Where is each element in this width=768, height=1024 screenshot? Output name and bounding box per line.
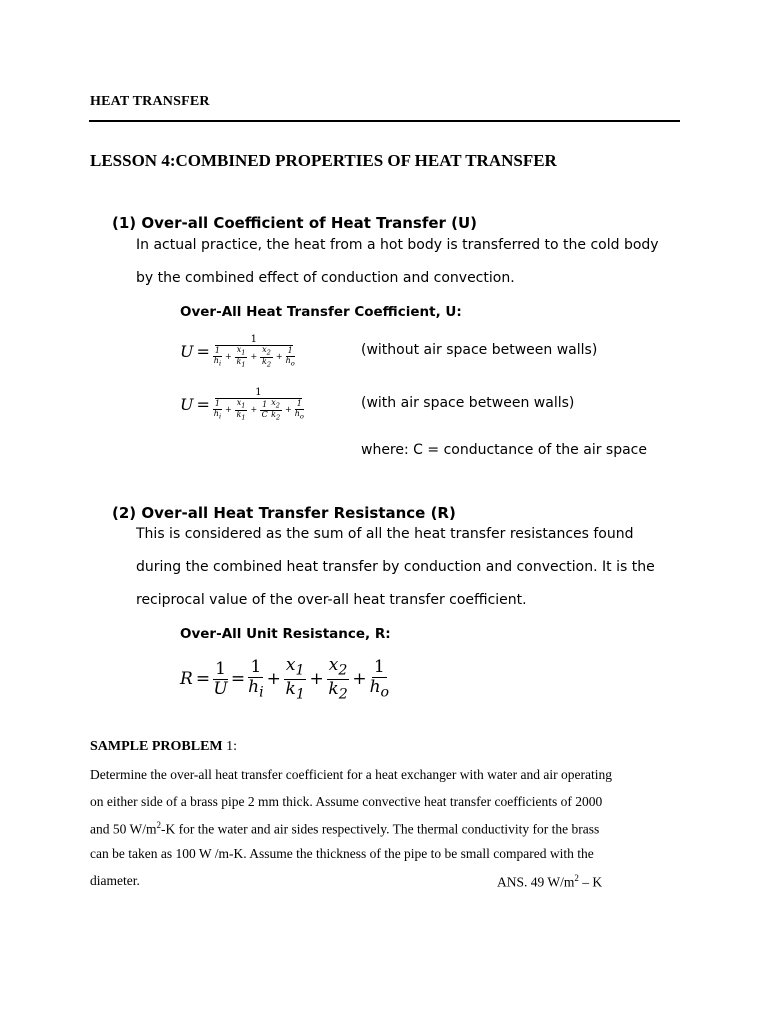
answer-sup: 2 [574, 873, 579, 883]
equation-r: R = $\frac{1}{U}$ = $\frac{1}{h_i}$ + $\frac{x_1}{k_1}$ + $\frac{x_2}{k_2}$ + $\frac{1}{h_o}$ [180, 655, 390, 703]
sample-line1: Determine the over-all heat transfer coefficient for a heat exchanger with water and air operating [90, 767, 612, 782]
where-note: where: C = conductance of the air space [361, 442, 647, 458]
sample-line3-part-a: and 50 W/m [90, 821, 157, 837]
sample-line2: on either side of a brass pipe 2 mm thick. Assume convective heat transfer coefficients of 2000 [90, 794, 603, 809]
sample-line3-part-b: -K for the water and air sides respectively. The thermal conductivity for the brass [161, 821, 600, 837]
lesson-title: LESSON 4:COMBINED PROPERTIES OF HEAT TRANSFER [90, 151, 557, 170]
sample-answer [497, 873, 602, 891]
section1-subheading: Over-All Heat Transfer Coefficient, U: [180, 304, 462, 320]
eq2-note: (with air space between walls) [361, 395, 575, 411]
sample-problem-title [90, 739, 237, 755]
answer-part-b: – K [578, 874, 603, 890]
section2-heading: (2) Over-all Heat Transfer Resistance (R) [112, 504, 456, 522]
eq1-note: (without air space between walls) [361, 342, 598, 358]
equation-u-without-air: U = 1 $\frac{1}{h_i}$ + $\frac{x_1}{k_1}$ + $\frac{x_2}{k_2}$ + $\frac{1}{h_o}$ [180, 334, 295, 369]
equation-u-with-air: U = 1 $\frac{1}{h_i}$ + $\frac{x_1}{k_1}$ + $\frac{1}{C}$ $\frac{x_2}{k_2}$ + $\frac{1}{h_o}$ [180, 387, 304, 422]
header-rule [89, 120, 680, 122]
section1-para-line2: by the combined effect of conduction and convection. [136, 270, 515, 286]
sample-line3 [90, 820, 599, 838]
document-header: HEAT TRANSFER [90, 94, 210, 109]
answer-part-a: ANS. 49 W/m [497, 874, 575, 890]
section1-para-line1: In actual practice, the heat from a hot body is transferred to the cold body [136, 237, 659, 253]
section2-subheading: Over-All Unit Resistance, R: [180, 626, 391, 642]
section1-heading: (1) Over-all Coefficient of Heat Transfer (U) [112, 214, 478, 232]
sample-line5: diameter. [90, 873, 140, 888]
sample-line4: can be taken as 100 W /m-K. Assume the thickness of the pipe to be small compared with the [90, 846, 594, 861]
sample-line3-sup: 2 [156, 820, 161, 830]
sample-problem-number: 1: [226, 739, 238, 754]
section2-para-line1: This is considered as the sum of all the heat transfer resistances found [136, 526, 634, 542]
sample-problem-label: SAMPLE PROBLEM [90, 739, 223, 754]
section2-para-line3: reciprocal value of the over-all heat transfer coefficient. [136, 592, 527, 608]
section2-para-line2: during the combined heat transfer by conduction and convection. It is the [136, 559, 655, 575]
